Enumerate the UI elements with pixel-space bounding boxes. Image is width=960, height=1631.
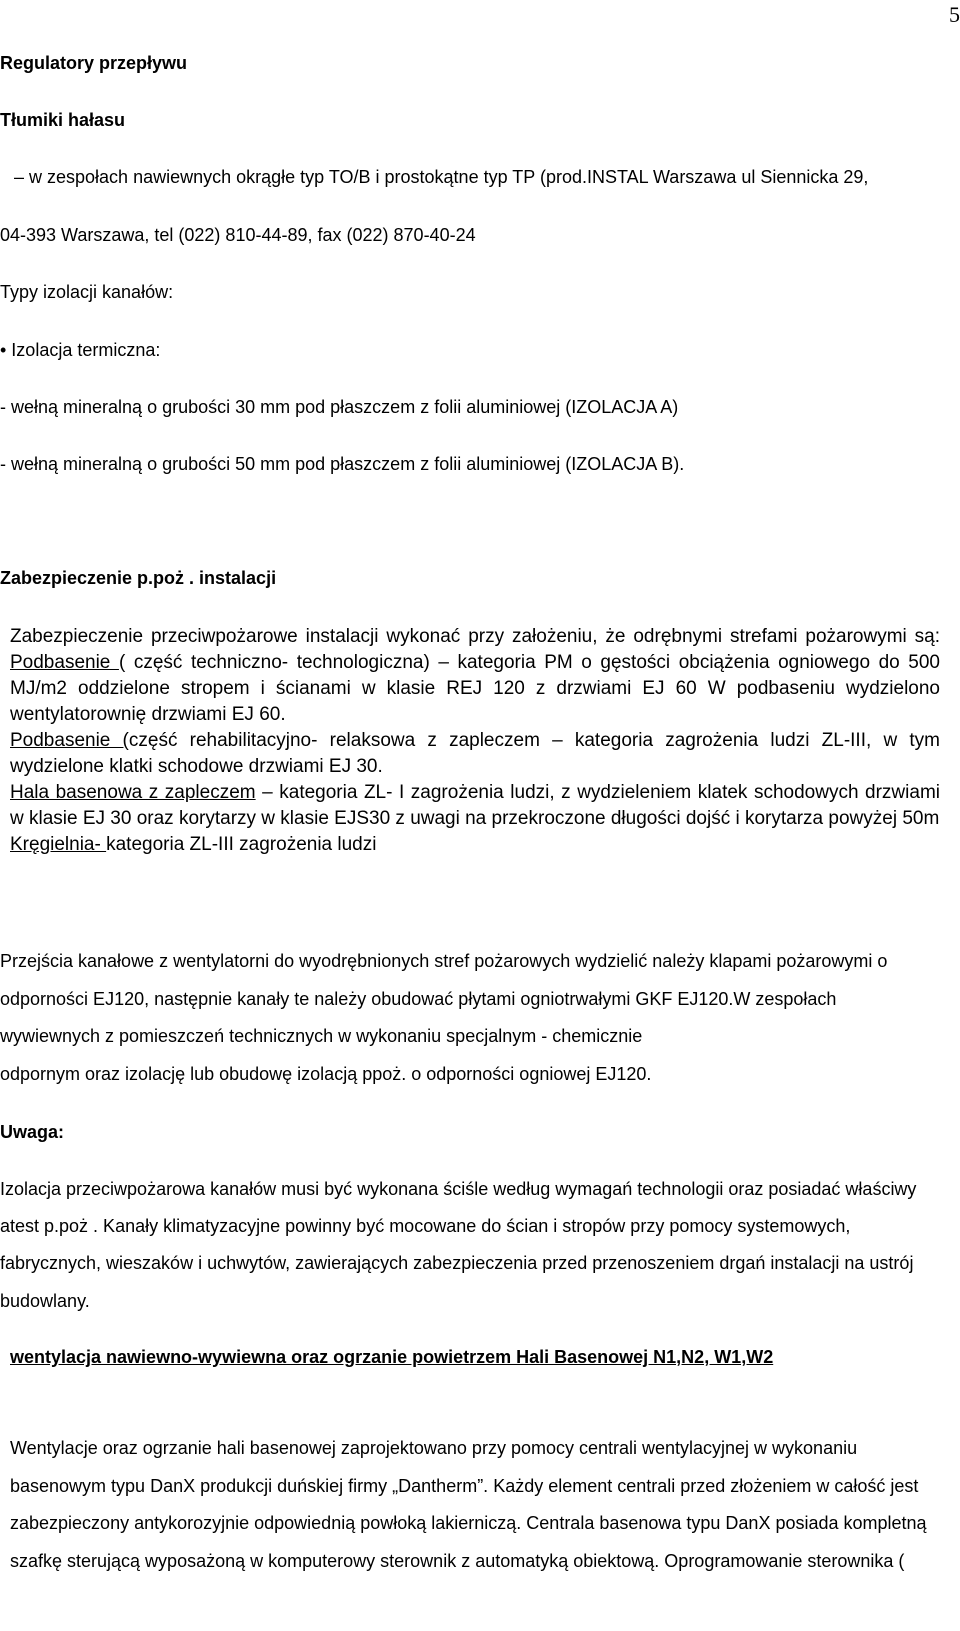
insulation-a-line: - wełną mineralną o grubości 30 mm pod płaszczem z folii aluminiowej (IZOLACJA A): [0, 397, 679, 417]
note-line-4: budowlany.: [0, 1291, 90, 1311]
passages-line-1: Przejścia kanałowe z wentylatorni do wyodrębnionych stref pożarowych wydzielić należy klapami pożarowymi o: [0, 951, 888, 971]
thermal-insulation-bullet: • Izolacja termiczna:: [0, 340, 161, 360]
fire-p4-rest: kategoria ZL-III zagrożenia ludzi: [106, 834, 377, 855]
note-line-2: atest p.poż . Kanały klimatyzacyjne powinny być mocowane do ścian i stropów przy pomocy systemowych,: [0, 1216, 851, 1236]
ventilation-line-3: zabezpieczony antykorozyjnie odpowiednią powłoką lakierniczą. Centrala basenowa typu DanX posiada kompletną: [10, 1513, 927, 1533]
fire-p2-underlined: Podbasenie (: [10, 730, 129, 751]
fire-zones-paragraph: [10, 624, 940, 858]
passages-line-2: odporności EJ120, następnie kanały te należy obudować płytami ogniotrwałymi GKF EJ120.W zespołach: [0, 989, 837, 1009]
passages-line-4: odpornym oraz izolację lub obudowę izolacją ppoż. o odporności ogniowej EJ120.: [0, 1064, 652, 1084]
fire-p1-rest: ( część techniczno- technologiczna) – kategoria PM o gęstości obciążenia ogniowego do 500 MJ/m2 oddzielone stropem i ścianami w klasie REJ 120 z drzwiami EJ 60 W podbaseniu wydzielono wentylatorownię drzwiami EJ 60.: [10, 652, 940, 725]
fire-p1-underlined: Podbasenie: [10, 652, 119, 673]
note-line-3: fabrycznych, wieszaków i uchwytów, zawierających zabezpieczenia przed przenoszeniem drgań instalacji na ustrój: [0, 1253, 914, 1273]
fire-p4-underlined: Kręgielnia-: [10, 834, 107, 855]
section-heading-ventilation: wentylacja nawiewno-wywiewna oraz ogrzanie powietrzem Hali Basenowej N1,N2, W1,W2: [10, 1347, 774, 1367]
insulation-types-label: Typy izolacji kanałów:: [0, 282, 174, 302]
fire-p3-underlined: Hala basenowa z zapleczem: [10, 782, 256, 803]
heading-fire-protection: Zabezpieczenie p.poż . instalacji: [0, 568, 277, 588]
note-line-1: Izolacja przeciwpożarowa kanałów musi być wykonana ściśle według wymagań technologii oraz posiadać właściwy: [0, 1179, 917, 1199]
insulation-b-line: - wełną mineralną o grubości 50 mm pod płaszczem z folii aluminiowej (IZOLACJA B).: [0, 454, 685, 474]
fire-p3-rest: – kategoria ZL- I zagrożenia ludzi, z wydzieleniem klatek schodowych drzwiami w klasie EJ 30 oraz korytarzy w klasie EJS30 z uwagi na przekroczone długości dojść i korytarza powyżej 50m: [10, 782, 940, 829]
silencer-line-2: 04-393 Warszawa, tel (022) 810-44-89, fax (022) 870-40-24: [0, 225, 476, 245]
fire-p2-rest: część rehabilitacyjno- relaksowa z zapleczem – kategoria zagrożenia ludzi ZL-III, w tym wydzielone klatki schodowe drzwiami EJ 30.: [10, 730, 940, 777]
ventilation-line-2: basenowym typu DanX produkcji duńskiej firmy „Dantherm”. Każdy element centrali przed złożeniem w całość jest: [10, 1476, 919, 1496]
ventilation-line-4: szafkę sterującą wyposażoną w komputerowy sterownik z automatyką obiektową. Oprogramowanie sterownika (: [10, 1551, 905, 1571]
silencer-line-1: – w zespołach nawiewnych okrągłe typ TO/B i prostokątne typ TP (prod.INSTAL Warszawa ul Siennicka 29,: [14, 167, 869, 187]
passages-line-3: wywiewnych z pomieszczeń technicznych w wykonaniu specjalnym - chemicznie: [0, 1026, 643, 1046]
heading-silencers: Tłumiki hałasu: [0, 110, 126, 130]
fire-p1-text: Zabezpieczenie przeciwpożarowe instalacji wykonać przy założeniu, że odrębnymi strefami pożarowymi są:: [10, 626, 940, 647]
heading-flow-regulators: Regulatory przepływu: [0, 53, 188, 73]
page-number: 5: [949, 2, 960, 27]
ventilation-line-1: Wentylacje oraz ogrzanie hali basenowej zaprojektowano przy pomocy centrali wentylacyjnej w wykonaniu: [10, 1438, 858, 1458]
note-heading: Uwaga:: [0, 1122, 65, 1142]
